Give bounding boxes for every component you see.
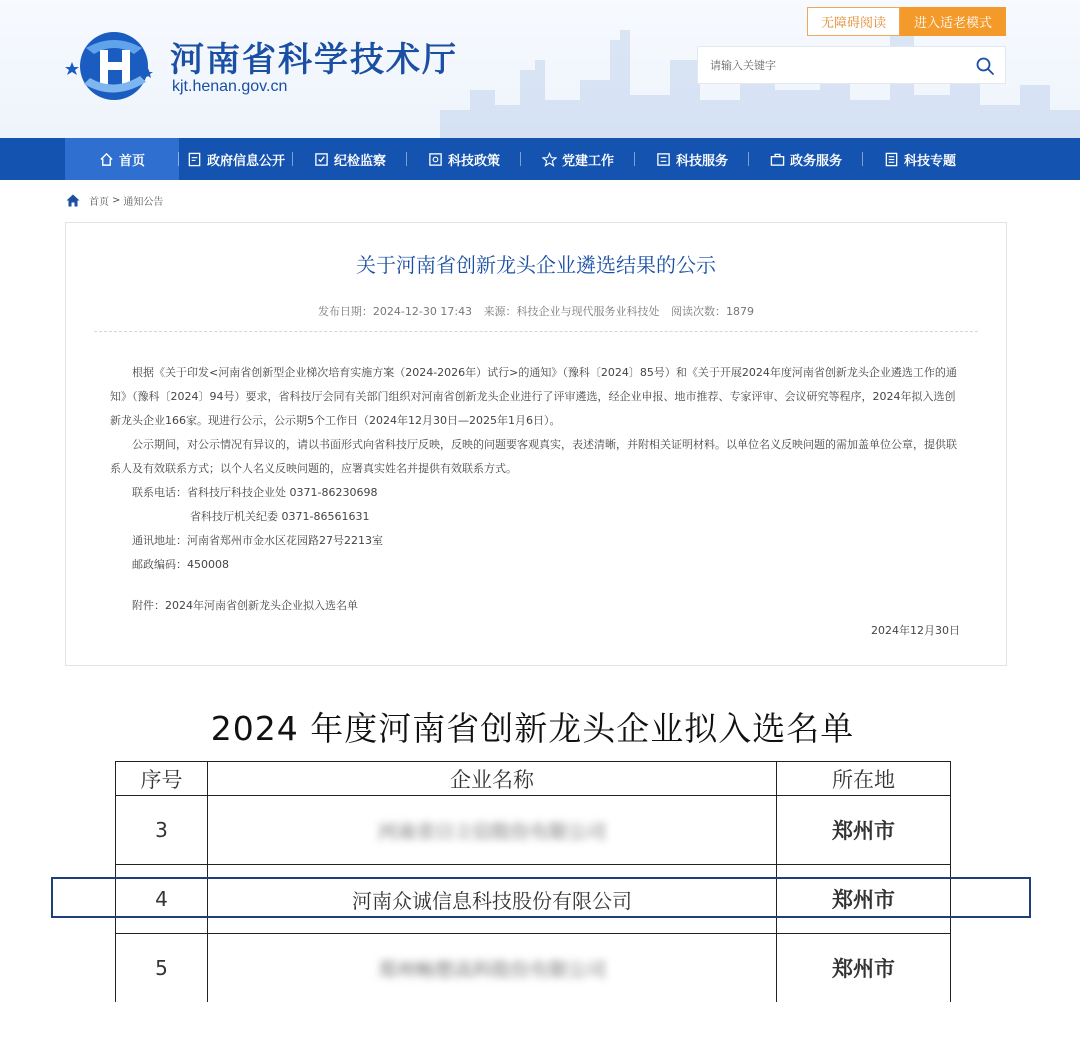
postcode: 邮政编码：450008 [132, 558, 229, 571]
site-domain: kjt.henan.gov.cn [172, 78, 288, 95]
row-city: 郑州市 [832, 957, 895, 981]
contact-phone-2: 省科技厅机关纪委 0371-86561631 [190, 510, 370, 523]
nav-item-tech-service[interactable] [635, 138, 749, 180]
row-city: 郑州市 [832, 819, 895, 843]
nav-item-gov-info[interactable] [179, 138, 293, 180]
star-icon [542, 152, 557, 167]
breadcrumb-current[interactable]: 通知公告 [123, 197, 164, 208]
accessibility-button[interactable]: 无障碍阅读 [807, 7, 900, 36]
nav-item-home[interactable] [65, 138, 179, 180]
table-row [116, 795, 950, 864]
paragraph: 公示期间，对公示情况有异议的，请以书面形式向省科技厅反映，反映的问题要客观真实，表述清晰，并附相关证明材料。以单位名义反映问题的需加盖单位公章，提供联系人及有效联系方式；以个人名义反映问题的，应署真实姓名并提供有效联系方式。 [110, 438, 957, 475]
service-icon [656, 152, 671, 167]
view-count: 阅读次数：1879 [671, 305, 755, 318]
search-box [697, 46, 1006, 84]
header-no: 序号 [116, 762, 208, 795]
policy-icon [428, 152, 443, 167]
article-card [65, 222, 1007, 666]
briefcase-icon [770, 152, 785, 167]
signature-date: 2024年12月30日 [871, 624, 960, 637]
nav-label: 首页 [118, 153, 145, 169]
site-header [0, 0, 1080, 138]
row-name: 河南众诚信息科技股份有限公司 [208, 865, 777, 933]
row-no: 4 [116, 865, 208, 933]
nav-item-party[interactable] [521, 138, 635, 180]
home-icon [99, 152, 114, 167]
nav-label: 政府信息公开 [206, 153, 285, 169]
search-input[interactable] [710, 59, 970, 72]
blurred-company-name: 河南省日立信股份有限公司 [377, 820, 606, 843]
elder-mode-button[interactable]: 进入适老模式 [900, 7, 1006, 36]
paragraph: 根据《关于印发<河南省创新型企业梯次培育实施方案（2024-2026年）试行>的通知》（豫科〔2024〕85号）和《关于开展2024年度河南省创新龙头企业遴选工作的通知》（豫科〔2024〕94号）要求，省科技厅会同有关部门组织对河南省创新龙头企业进行了评审遴选，经企业申报、地市推荐、专家评审、会议研究等程序，2024年拟入选创新龙头企业166家。现进行公示，公示期5个工作日（2024年12月30日—2025年1月6日）。 [110, 366, 957, 427]
contact-address: 通讯地址：河南省郑州市金水区花园路27号2213室 [132, 534, 383, 547]
nav-label: 科技服务 [675, 153, 728, 169]
publish-date: 发布日期：2024-12-30 17:43 [317, 305, 473, 318]
main-nav [0, 138, 1080, 180]
table-header [116, 761, 950, 795]
breadcrumb-separator: > [112, 195, 121, 206]
attachment-link[interactable]: 附件：2024年河南省创新龙头企业拟入选名单 [132, 599, 358, 612]
doc-icon [187, 152, 202, 167]
list-title: 2024 年度河南省创新龙头企业拟入选名单 [210, 709, 855, 748]
nav-label: 政务服务 [789, 153, 842, 169]
nav-label: 纪检监察 [333, 153, 386, 169]
row-no: 3 [116, 796, 208, 864]
nav-label: 党建工作 [561, 153, 614, 169]
breadcrumb-home[interactable]: 首页 [89, 197, 109, 208]
top-buttons [807, 7, 1006, 36]
row-no: 5 [116, 934, 208, 1002]
nav-item-policy[interactable] [407, 138, 521, 180]
article-title: 关于河南省创新龙头企业遴选结果的公示 [356, 253, 716, 277]
site-title[interactable]: 河南省科学技术厅 [170, 40, 458, 80]
row-name [208, 796, 777, 864]
header-name: 企业名称 [208, 762, 777, 795]
contact-phone: 联系电话：省科技厅科技企业处 0371-86230698 [132, 486, 378, 499]
nav-label: 科技政策 [447, 153, 500, 169]
header-city: 所在地 [832, 767, 895, 792]
row-city: 郑州市 [832, 888, 895, 912]
inspect-icon [314, 152, 329, 167]
logo-icon [64, 28, 154, 104]
article-body [110, 361, 966, 577]
article-meta [66, 303, 1006, 319]
nav-item-gov-service[interactable] [749, 138, 863, 180]
topic-icon [884, 152, 899, 167]
blurred-company-name: 郑州畅想高科股份有限公司 [377, 958, 606, 981]
row-name [208, 934, 777, 1002]
divider [94, 331, 978, 332]
article-source: 来源：科技企业与现代服务业科技处 [483, 305, 660, 318]
table-row [116, 933, 950, 1002]
nav-item-inspection[interactable] [293, 138, 407, 180]
home-icon [66, 194, 80, 207]
nav-item-topic[interactable] [863, 138, 977, 180]
nav-label: 科技专题 [903, 153, 956, 169]
highlight-box [51, 877, 1031, 918]
breadcrumb [66, 193, 163, 208]
search-icon[interactable] [975, 56, 995, 76]
